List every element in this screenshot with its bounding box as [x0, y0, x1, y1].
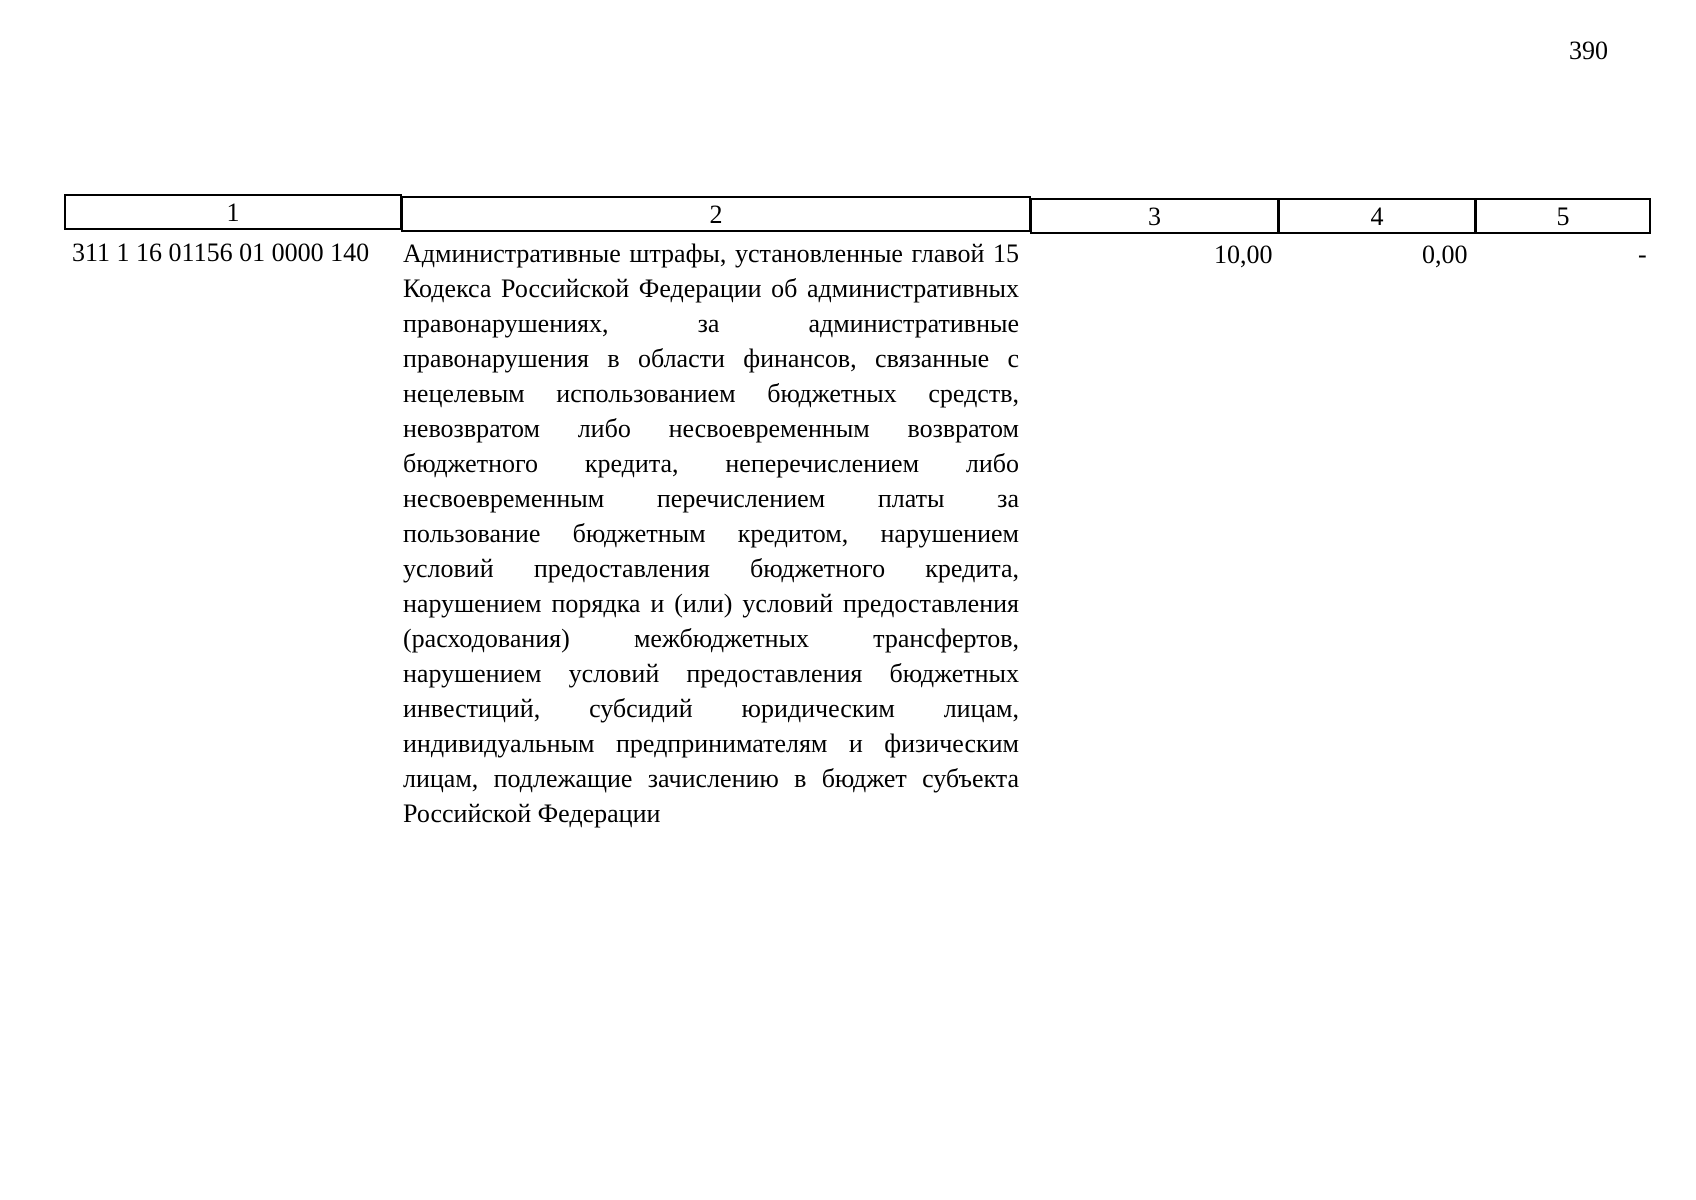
- column-5-value: -: [1638, 240, 1647, 269]
- column-4-value: 0,00: [1422, 240, 1468, 269]
- table-header-row: [64, 196, 1648, 236]
- column-3-value: 10,00: [1214, 240, 1273, 269]
- table-header-cell-2: 2: [401, 196, 1031, 232]
- table-header-cell-4: 4: [1278, 198, 1476, 234]
- table-header-cell-5: 5: [1475, 198, 1651, 234]
- page-number: 390: [1569, 36, 1608, 65]
- income-description: Административные штрафы, установленные главой 15 Кодекса Российской Федерации об административных правонарушениях, за административные правонарушения в области финансов, связанные с нецелевым использованием бюджетных средств, невозвратом либо несвоевременным возвратом бюджетного кредита, неперечислением либо несвоевременным перечислением платы за пользование бюджетным кредитом, нарушением условий предоставления бюджетного кредита, нарушением порядка и (или) условий предоставления (расходования) межбюджетных трансфертов, нарушением условий предоставления бюджетных инвестиций, субсидий юридическим лицам, индивидуальным предпринимателям и физическим лицам, подлежащие зачислению в бюджет субъекта Российской Федерации: [403, 239, 1019, 828]
- budget-classification-code: 311 1 16 01156 01 0000 140: [72, 238, 370, 267]
- table-header-cell-1: 1: [64, 194, 402, 230]
- table-header-cell-3: 3: [1030, 198, 1279, 234]
